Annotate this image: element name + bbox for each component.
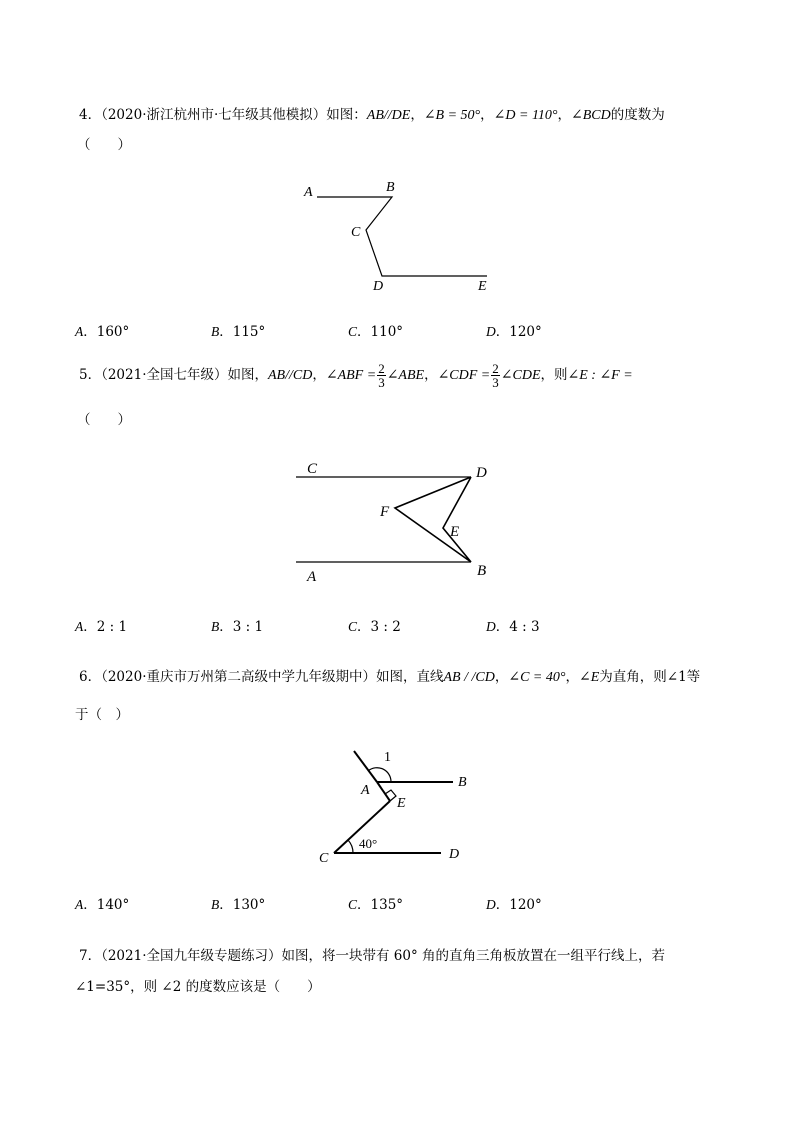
option-letter: B <box>211 897 220 912</box>
q5-math-angle-cdf: ∠CDF = <box>437 368 491 383</box>
q5-option-a[interactable]: A．2 : 1 <box>75 619 128 635</box>
option-letter: D <box>486 619 496 634</box>
option-letter: A <box>75 619 84 634</box>
q4-stem-suffix: 的度数为 <box>610 107 665 123</box>
option-letter: A <box>75 897 84 912</box>
q5-math-angle-abe: ∠ABE <box>386 368 425 383</box>
q5-figure-polygon <box>395 477 471 562</box>
option-letter: C <box>348 897 358 912</box>
option-letter: C <box>348 324 358 339</box>
q6-label-c: C <box>319 851 329 866</box>
option-text: 3 : 1 <box>232 619 264 635</box>
q6-stem-line2: 于（ ） <box>75 707 129 723</box>
q6-figure <box>310 740 480 870</box>
q4-label-b: B <box>386 180 395 195</box>
q5-stem <box>79 362 633 389</box>
q4-stem-prefix: 4．（2020·浙江杭州市·七年级其他模拟）如图： <box>79 107 367 123</box>
q5-option-b[interactable]: B．3 : 1 <box>211 619 264 635</box>
q4-label-c: C <box>351 225 361 240</box>
fraction-denominator: 3 <box>378 375 385 390</box>
option-letter: D <box>486 897 496 912</box>
q5-math-angle-abf: ∠ABF = <box>325 368 377 383</box>
q6-line-transversal <box>354 751 377 782</box>
q5-fraction-1 <box>377 362 386 389</box>
option-text: 120° <box>509 897 542 913</box>
q5-label-c: C <box>307 461 318 477</box>
q5-option-d[interactable]: D．4 : 3 <box>486 619 540 635</box>
option-text: 120° <box>509 324 542 340</box>
q4-option-b[interactable]: B．115° <box>211 324 266 340</box>
q5-figure <box>285 455 505 590</box>
q7-stem-line2: ∠1=35°，则 ∠2 的度数应该是（ ） <box>75 979 321 995</box>
q4-option-d[interactable]: D．120° <box>486 324 542 340</box>
q6-label-d: D <box>449 847 460 862</box>
q5-answer-paren: （ ） <box>77 412 131 428</box>
q4-label-d: D <box>373 279 384 294</box>
q4-sep: ， <box>557 107 572 123</box>
fraction-numerator: 2 <box>378 361 385 376</box>
q6-label-angle-40: 40° <box>359 836 378 851</box>
option-text: 115° <box>232 324 266 340</box>
q4-sep: ， <box>410 107 424 123</box>
q6-label-1: 1 <box>384 750 391 765</box>
option-text: 3 : 2 <box>370 619 401 635</box>
q6-stem-mid: 为直角，则∠1等 <box>599 669 701 685</box>
q4-answer-paren: （ ） <box>77 137 131 153</box>
q6-option-a[interactable]: A．140° <box>75 897 130 913</box>
q4-figure-lines <box>317 197 487 276</box>
option-text: 4 : 3 <box>509 619 540 635</box>
q4-sep: ， <box>480 107 494 123</box>
q7-stem-line1: 7．（2021·全国九年级专题练习）如图，将一块带有 60° 角的直角三角板放置在一组平行线上，若 <box>79 948 665 964</box>
q6-math-angle-c: ∠C = 40° <box>508 670 566 685</box>
option-letter: C <box>348 619 358 634</box>
q4-stem <box>79 103 665 124</box>
q5-label-d: D <box>476 465 487 481</box>
q5-option-c[interactable]: C．3 : 2 <box>348 619 401 635</box>
q5-label-b: B <box>477 563 487 579</box>
q5-label-e: E <box>450 524 460 540</box>
q6-stem <box>79 665 700 686</box>
q6-label-e: E <box>397 796 406 811</box>
option-text: 2 : 1 <box>96 619 128 635</box>
q6-math-angle-e: ∠E <box>578 670 600 685</box>
q5-math-ratio: ∠E : ∠F = <box>567 368 633 383</box>
option-letter: D <box>486 324 496 339</box>
q5-label-a: A <box>307 569 317 585</box>
q6-option-b[interactable]: B．130° <box>211 897 266 913</box>
q5-math-parallel: AB//CD <box>268 368 313 383</box>
q6-label-a: A <box>361 783 370 798</box>
option-text: 140° <box>96 897 130 913</box>
q6-option-c[interactable]: C．135° <box>348 897 404 913</box>
q4-math-parallel: AB//DE <box>366 108 411 123</box>
q6-sep: ， <box>565 669 579 685</box>
option-letter: B <box>211 324 220 339</box>
option-letter: B <box>211 619 220 634</box>
q5-math-angle-cde: ∠CDE <box>500 368 541 383</box>
q6-label-b: B <box>458 775 467 790</box>
q5-fraction-2 <box>491 362 500 389</box>
q6-sep: ， <box>494 669 509 685</box>
q5-stem-prefix: 5．（2021·全国七年级）如图， <box>79 367 268 383</box>
q4-label-e: E <box>478 279 487 294</box>
q4-math-angle-d: ∠D = 110° <box>493 108 558 123</box>
option-letter: A <box>75 324 84 339</box>
q6-option-d[interactable]: D．120° <box>486 897 542 913</box>
option-text: 135° <box>370 897 404 913</box>
q6-stem-prefix: 6．（2020·重庆市万州第二高级中学九年级期中）如图，直线 <box>79 669 444 685</box>
q5-sep: ， <box>424 367 438 383</box>
q4-option-c[interactable]: C．110° <box>348 324 404 340</box>
option-text: 110° <box>370 324 404 340</box>
q5-sep: ， <box>312 367 326 383</box>
q6-angle-c-arc <box>348 840 353 853</box>
q6-math-parallel: AB / /CD <box>443 670 495 685</box>
option-text: 130° <box>232 897 266 913</box>
q4-label-a: A <box>304 185 313 200</box>
q4-option-a[interactable]: A．160° <box>75 324 130 340</box>
q4-math-angle-b: ∠B = 50° <box>423 108 481 123</box>
q4-figure <box>290 170 510 300</box>
option-text: 160° <box>96 324 130 340</box>
q5-label-f: F <box>380 504 390 520</box>
q4-math-angle-bcd: ∠BCD <box>571 108 611 123</box>
fraction-denominator: 3 <box>492 375 499 390</box>
fraction-numerator: 2 <box>492 361 499 376</box>
q5-sep: ，则 <box>540 367 568 383</box>
